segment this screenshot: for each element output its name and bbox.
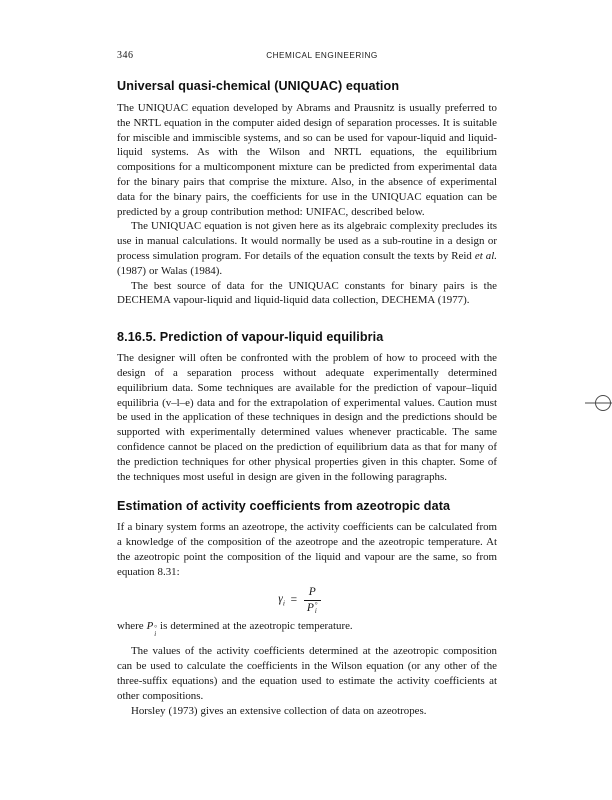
et-al-italic: et al.: [474, 249, 497, 262]
running-header: [117, 50, 497, 63]
paragraph-text: is determined at the azeotropic temperature.: [157, 619, 353, 632]
paragraph-uniquac-3: The best source of data for the UNIQUAC constants for binary pairs is the DECHEMA vapour-liquid and liquid-liquid data collection, DECHEMA (1977).: [117, 279, 497, 307]
paragraph-where: [117, 619, 497, 637]
registration-mark-icon: [585, 391, 612, 415]
text-column: [117, 50, 497, 718]
paragraph-text: The UNIQUAC equation is not given here as its algebraic complexity precludes its use in manual calculations. It would normally be used as a sub-routine in a design or process simulation program. For details of the equation consult the texts by Reid: [117, 220, 497, 262]
degree-superscript: °: [314, 601, 318, 609]
paragraph-prediction-1: The designer will often be confronted with the problem of how to proceed with the design of a separation process without adequate experimentally determined equilibrium data. Some techniques are available for the prediction of vapour–liquid equilibria (v–l–e) data and for the extrapolation of experimental values. Caution must be used in the application of these techniques in design and the predictions should be supported with experimentally determined values whenever practicable. The same confidence cannot be placed on the prediction of equilibrium data as that for many of the prediction techniques for other physical properties given in this chapter. Some of the techniques most useful in design are given in the following paragraphs.: [117, 352, 497, 483]
gamma-subscript: i: [282, 598, 285, 608]
paragraph-uniquac-1: The UNIQUAC equation developed by Abrams and Prausnitz is usually preferred to the NRTL equation in the computer aided design of separation processes. It is suitable for miscible and immiscible systems, and so can be used for vapour-liquid and liquid-liquid systems. As with the Wilson and NRTL equations, the equilibrium compositions for a multicomponent mixture can be predicted from experimental data for the binary pairs that comprise the mixture. Also, in the absence of experimental data for the binary pairs, the coefficients for use in the UNIQUAC equation can be predicted by a group contribution method: UNIFAC, described below.: [117, 102, 497, 218]
page-number: 346: [117, 50, 134, 61]
paragraph-text: (1987) or Walas (1984).: [117, 264, 223, 277]
pressure-symbol: P: [306, 601, 314, 614]
paragraph-uniquac-2: [117, 219, 497, 278]
paragraph-text: where: [117, 619, 147, 632]
paragraph-azeotropic-3: The values of the activity coefficients determined at the azeotropic composition can be used to calculate the coefficients in the Wilson equation (or any other of the three-suffix equations) and the equation used to estimate the activity coefficients at other compositions.: [117, 645, 497, 702]
equals-sign: =: [289, 594, 298, 607]
paragraph-azeotropic-4: Horsley (1973) gives an extensive collection of data on azeotropes.: [131, 704, 427, 717]
pressure-symbol: P: [146, 619, 154, 632]
equation-8-31: [117, 586, 483, 615]
degree-i-stack: [315, 603, 318, 615]
i-subscript: i: [154, 631, 157, 639]
running-head-title: CHEMICAL ENGINEERING: [266, 51, 378, 60]
gamma-symbol: $\gamma_i$: [278, 593, 285, 608]
fraction-numerator: P: [308, 585, 316, 598]
section-heading-uniquac: Universal quasi-chemical (UNIQUAC) equation: [117, 79, 400, 93]
i-subscript: i: [314, 607, 317, 615]
fraction: [303, 586, 322, 615]
fraction-denominator: [304, 600, 321, 615]
degree-superscript: °: [154, 624, 158, 632]
section-heading-azeotropic: Estimation of activity coefficients from azeotropic data: [117, 499, 451, 514]
paragraph-azeotropic-1: If a binary system forms an azeotrope, the activity coefficients can be calculated from a knowledge of the composition of the azeotrope and the azeotropic temperature. At the azeotropic point the composition of the liquid and vapour are the same, so from equation 8.31:: [117, 521, 497, 578]
degree-i-stack: [154, 626, 157, 638]
section-heading-prediction: 8.16.5. Prediction of vapour-liquid equilibria: [117, 330, 384, 345]
